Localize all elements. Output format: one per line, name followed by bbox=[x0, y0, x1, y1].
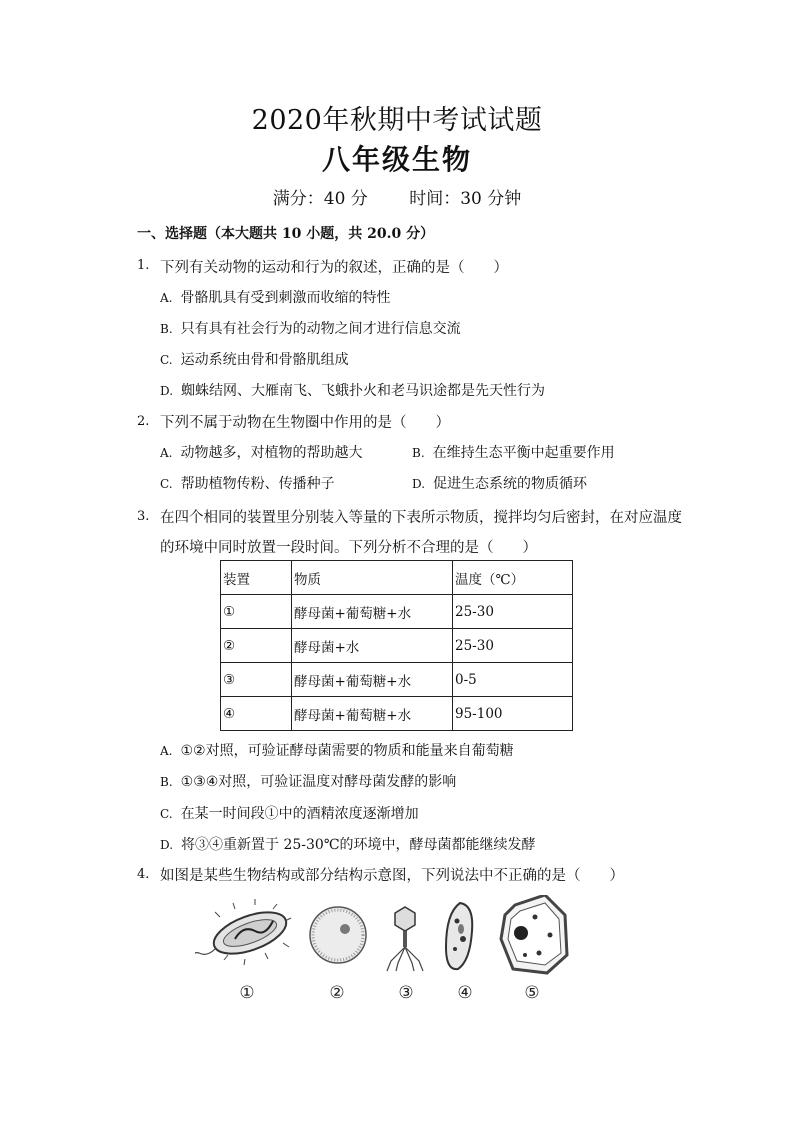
table-row bbox=[221, 697, 573, 731]
table-cell: ④ bbox=[221, 697, 292, 731]
table-cell: 酵母菌+葡萄糖+水 bbox=[292, 697, 453, 731]
figure-label: ④ bbox=[457, 983, 473, 1003]
exam-meta bbox=[0, 184, 794, 209]
exam-title: 2020年秋期中考试试题 bbox=[251, 105, 543, 136]
table-row bbox=[221, 629, 573, 663]
option-item: D. 将③④重新置于 25-30℃的环境中，酵母菌都能继续发酵 bbox=[160, 837, 536, 853]
table-cell: 95-100 bbox=[453, 697, 573, 731]
option-item: B. ①③④对照，可验证温度对酵母菌发酵的影响 bbox=[160, 774, 457, 790]
table-header-row bbox=[221, 561, 573, 595]
organism-figure bbox=[195, 895, 575, 1005]
table-cell: 酵母菌+水 bbox=[292, 629, 453, 663]
table-cell: ① bbox=[221, 595, 292, 629]
question-text-line1: 在四个相同的装置里分别装入等量的下表所示物质，搅拌均匀后密封，在对应温度 bbox=[160, 510, 682, 526]
option-item: D. 蜘蛛结网、大雁南飞、飞蛾扑火和老马识途都是先天性行为 bbox=[160, 383, 546, 399]
option-item: B. 在维持生态平衡中起重要作用 bbox=[412, 445, 615, 461]
figure-label: ③ bbox=[398, 983, 414, 1003]
plant-cell-illustration bbox=[501, 895, 567, 973]
figure-label: ② bbox=[329, 983, 345, 1003]
table-cell: ③ bbox=[221, 663, 292, 697]
table-cell: 酵母菌+葡萄糖+水 bbox=[292, 595, 453, 629]
table-row bbox=[221, 663, 573, 697]
table-header-cell: 物质 bbox=[292, 561, 453, 595]
question-number: 3. bbox=[137, 509, 150, 524]
table-cell: ② bbox=[221, 629, 292, 663]
sphere-cell-illustration bbox=[310, 907, 366, 963]
option-item: A. ①②对照，可验证酵母菌需要的物质和能量来自葡萄糖 bbox=[160, 743, 514, 759]
option-item: D. 促进生态系统的物质循环 bbox=[412, 476, 588, 492]
protist-illustration bbox=[446, 903, 472, 969]
question-text-line2: 的环境中同时放置一段时间。下列分析不合理的是（ ） bbox=[160, 540, 537, 556]
bacterium-illustration bbox=[195, 899, 292, 965]
section-heading: 一、选择题（本大题共 10 小题，共 20.0 分） bbox=[137, 226, 435, 242]
exam-subtitle: 八年级生物 bbox=[321, 143, 472, 176]
table-cell: 0-5 bbox=[453, 663, 573, 697]
virus-illustration bbox=[387, 907, 423, 971]
option-item: A. 动物越多，对植物的帮助越大 bbox=[160, 445, 363, 461]
figure-label: ⑤ bbox=[524, 983, 540, 1003]
option-item: C. 帮助植物传粉、传播种子 bbox=[160, 476, 335, 492]
question-text: 下列不属于动物在生物圈中作用的是（ ） bbox=[160, 415, 450, 431]
time-text: 时间：30 分钟 bbox=[409, 189, 522, 209]
experiment-table bbox=[220, 560, 573, 731]
score-text: 满分：40 分 bbox=[272, 189, 368, 209]
option-item: A. 骨骼肌具有受到刺激而收缩的特性 bbox=[160, 290, 391, 306]
question-number: 4. bbox=[137, 867, 150, 882]
table-cell: 25-30 bbox=[453, 595, 573, 629]
table-header-cell: 装置 bbox=[221, 561, 292, 595]
question-text: 如图是某些生物结构或部分结构示意图，下列说法中不正确的是（ ） bbox=[160, 868, 624, 884]
figure-label: ① bbox=[239, 983, 255, 1003]
table-cell: 酵母菌+葡萄糖+水 bbox=[292, 663, 453, 697]
option-item: C. 在某一时间段①中的酒精浓度逐渐增加 bbox=[160, 806, 419, 822]
table-row bbox=[221, 595, 573, 629]
question-number: 1. bbox=[137, 258, 150, 273]
table-header-cell: 温度（℃） bbox=[453, 561, 573, 595]
question-text: 下列有关动物的运动和行为的叙述，正确的是（ ） bbox=[160, 260, 508, 276]
option-item: B. 只有具有社会行为的动物之间才进行信息交流 bbox=[160, 321, 461, 337]
table-cell: 25-30 bbox=[453, 629, 573, 663]
option-item: C. 运动系统由骨和骨骼肌组成 bbox=[160, 352, 349, 368]
question-number: 2. bbox=[137, 414, 150, 429]
